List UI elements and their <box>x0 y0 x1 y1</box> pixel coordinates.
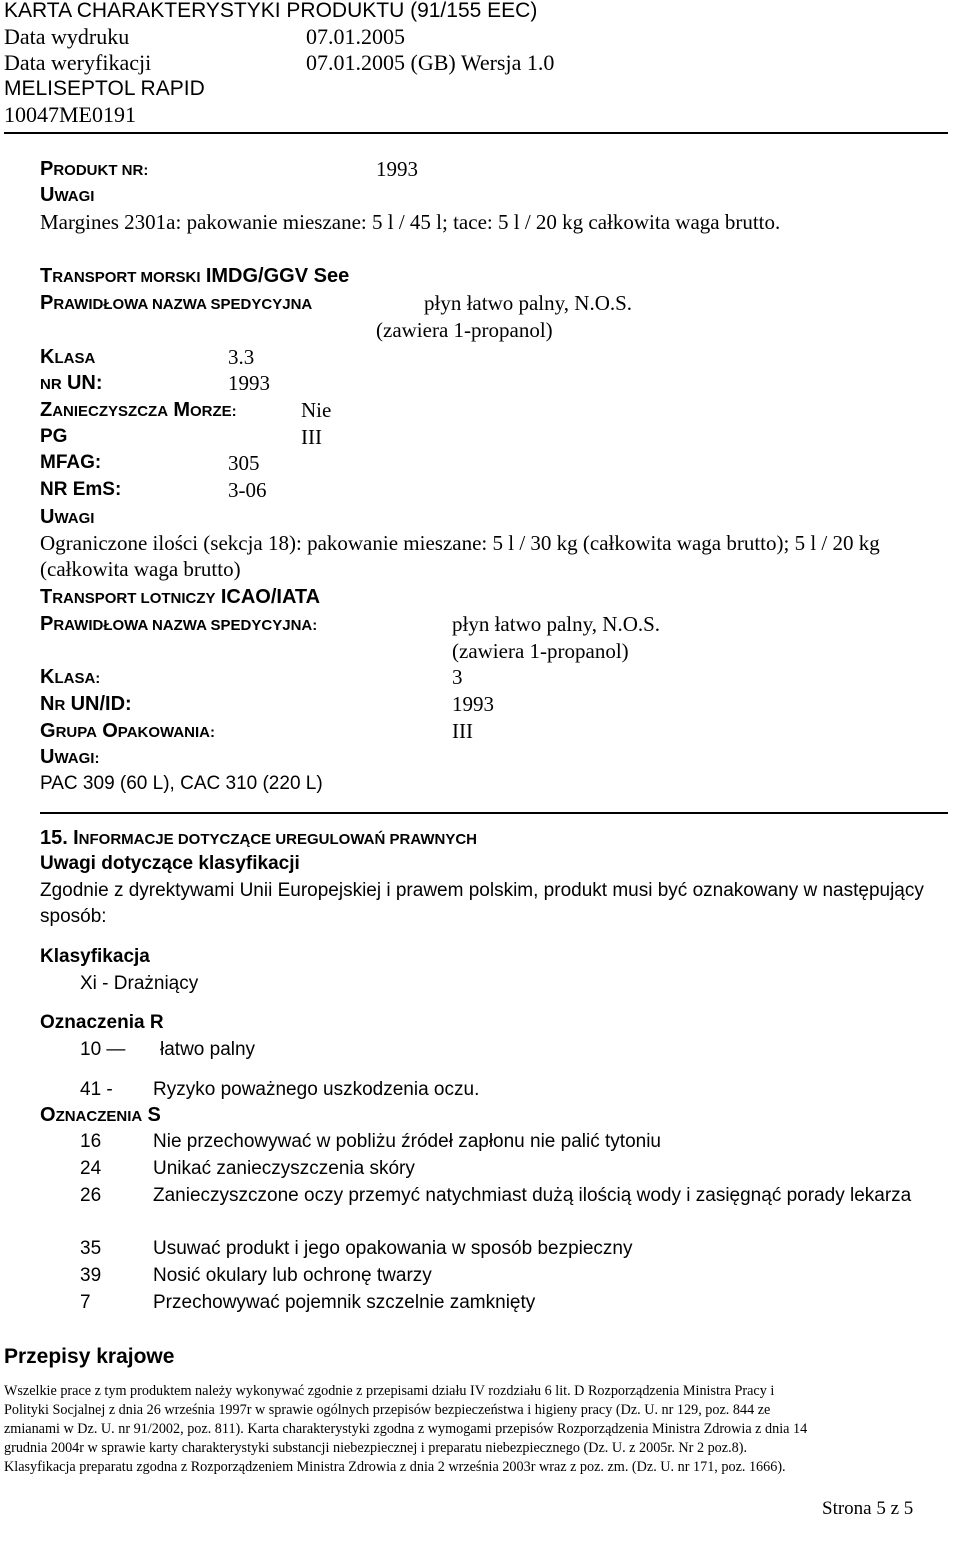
air-class-label: KLASA: <box>40 666 101 688</box>
air-group-value: III <box>452 719 473 743</box>
s-phrase-text: Nosić okulary lub ochronę twarzy <box>153 1265 432 1286</box>
air-notes-text: PAC 309 (60 L), CAC 310 (220 L) <box>40 773 323 794</box>
s-phrases-title: OZNACZENIA S <box>40 1104 161 1126</box>
s-phrase-text: Przechowywać pojemnik szczelnie zamknięty <box>153 1292 536 1313</box>
national-regulations-line: zmianami w Dz. U. nr 91/2002, poz. 811). Karta charakterystyki zgodna z wymogami przepisów Rozporządzenia Ministra Zdrowia z dnia 14 <box>4 1421 808 1437</box>
s-phrase-code: 35 <box>80 1238 102 1259</box>
r-phrase-code: 10 — <box>80 1039 126 1060</box>
air-name-label: PRAWIDŁOWA NAZWA SPEDYCYJNA: <box>40 613 318 635</box>
r-phrase-code: 41 - <box>80 1079 113 1100</box>
verify-date-value: 07.01.2005 (GB) Wersja 1.0 <box>306 50 555 75</box>
air-notes-label: UWAGI: <box>40 746 100 768</box>
sea-marine-label: ZANIECZYSZCZA MORZE: <box>40 399 237 421</box>
air-class-value: 3 <box>452 665 463 689</box>
national-regulations-line: grudnia 2004r w sprawie karty charakterystyki substancji niebezpiecznej i preparatu niebezpiecznego (Dz. U. z 2005r. Nr 2 poz.8). <box>4 1440 747 1456</box>
sea-name-value-1: płyn łatwo palny, N.O.S. <box>424 291 633 315</box>
national-regulations-title: Przepisy krajowe <box>4 1345 175 1368</box>
sea-notes-label: UWAGI <box>40 506 95 528</box>
sea-mfag-label: MFAG: <box>40 452 102 473</box>
s-phrase-text: Nie przechowywać w pobliżu źródeł zapłonu nie palić tytoniu <box>153 1131 661 1152</box>
air-name-value-2: (zawiera 1-propanol) <box>452 639 629 663</box>
sea-un-value: 1993 <box>228 371 270 395</box>
header-rule <box>4 132 948 134</box>
print-date-label: Data wydruku <box>4 24 130 49</box>
sea-pg-label: PG <box>40 426 68 447</box>
sea-mfag-value: 305 <box>228 451 260 475</box>
s-phrase-text: Zanieczyszczone oczy przemyć natychmiast dużą ilością wody i zasięgnąć porady lekarza <box>153 1185 912 1206</box>
s-phrase-text: Unikać zanieczyszczenia skóry <box>153 1158 415 1179</box>
classification-value: Xi - Drażniący <box>80 973 199 994</box>
r-phrases-title: Oznaczenia R <box>40 1012 164 1033</box>
s-phrase-code: 26 <box>80 1185 102 1206</box>
sea-ems-value: 3-06 <box>228 478 267 502</box>
verify-date-label: Data weryfikacji <box>4 50 152 75</box>
sea-marine-value: Nie <box>301 398 332 422</box>
document-title: KARTA CHARAKTERYSTYKI PRODUKTU (91/155 EEC) <box>4 0 538 22</box>
sea-class-label: KLASA <box>40 346 96 368</box>
air-group-label: GRUPA OPAKOWANIA: <box>40 720 216 742</box>
print-date-value: 07.01.2005 <box>306 24 405 49</box>
national-regulations-line: Klasyfikacja preparatu zgodna z Rozporządzeniem Ministra Zdrowia z dnia 2 września 2003r wraz z poz. zm. (Dz. U. nr 171, poz. 1666). <box>4 1459 786 1475</box>
r-phrase-text: łatwo palny <box>160 1039 256 1060</box>
classification-notes-text: Zgodnie z dyrektywami Unii Europejskiej i prawem polskim, produkt musi być oznakowany w następujący sposób: <box>40 880 924 927</box>
sea-ems-label: NR EmS: <box>40 479 122 500</box>
classification-notes-title: Uwagi dotyczące klasyfikacji <box>40 853 300 874</box>
page-number: Strona 5 z 5 <box>822 1498 914 1519</box>
s-phrase-code: 39 <box>80 1265 102 1286</box>
road-notes-text: Margines 2301a: pakowanie mieszane: 5 l / 45 l; tace: 5 l / 20 kg całkowita waga brutto. <box>40 210 781 234</box>
r-phrase-text: Ryzyko poważnego uszkodzenia oczu. <box>153 1079 480 1100</box>
road-notes-label: UWAGI <box>40 184 95 206</box>
air-un-label: NR UN/ID: <box>40 693 132 715</box>
sea-heading: TRANSPORT MORSKI IMDG/GGV See <box>40 265 350 287</box>
product-nr-label: PRODUKT NR: <box>40 158 149 180</box>
sea-name-label: PRAWIDŁOWA NAZWA SPEDYCYJNA <box>40 292 313 314</box>
national-regulations-line: Polityki Socjalnej z dnia 26 września 1997r w sprawie ogólnych przepisów bezpieczeństwa i higieny pracy (Dz. U. nr 129, poz. 844 ze <box>4 1402 771 1418</box>
section-15-heading: 15. INFORMACJE DOTYCZĄCE UREGULOWAŃ PRAWNYCH <box>40 827 477 849</box>
section-rule <box>40 812 948 814</box>
s-phrase-text: Usuwać produkt i jego opakowania w sposób bezpieczny <box>153 1238 633 1259</box>
product-nr-value: 1993 <box>376 157 418 181</box>
s-phrase-code: 24 <box>80 1158 102 1179</box>
sea-notes-text: Ograniczone ilości (sekcja 18): pakowanie mieszane: 5 l / 30 kg (całkowita waga brutto); 5 l / 20 kg (całkowita waga brutto) <box>40 531 880 581</box>
sea-name-value-2: (zawiera 1-propanol) <box>376 318 553 342</box>
s-phrase-code: 16 <box>80 1131 102 1152</box>
product-code: 10047ME0191 <box>4 102 136 127</box>
sea-un-label: NR UN: <box>40 372 103 394</box>
sea-class-value: 3.3 <box>228 345 255 369</box>
sea-pg-value: III <box>301 425 322 449</box>
s-phrase-code: 7 <box>80 1292 91 1313</box>
air-heading: TRANSPORT LOTNICZY ICAO/IATA <box>40 586 321 608</box>
national-regulations-line: Wszelkie prace z tym produktem należy wykonywać zgodnie z przepisami działu IV rozdziału 6 lit. D Rozporządzenia Ministra Pracy i <box>4 1383 775 1399</box>
classification-title: Klasyfikacja <box>40 946 150 967</box>
product-name: MELISEPTOL RAPID <box>4 77 205 100</box>
air-name-value-1: płyn łatwo palny, N.O.S. <box>452 612 661 636</box>
air-un-value: 1993 <box>452 692 494 716</box>
